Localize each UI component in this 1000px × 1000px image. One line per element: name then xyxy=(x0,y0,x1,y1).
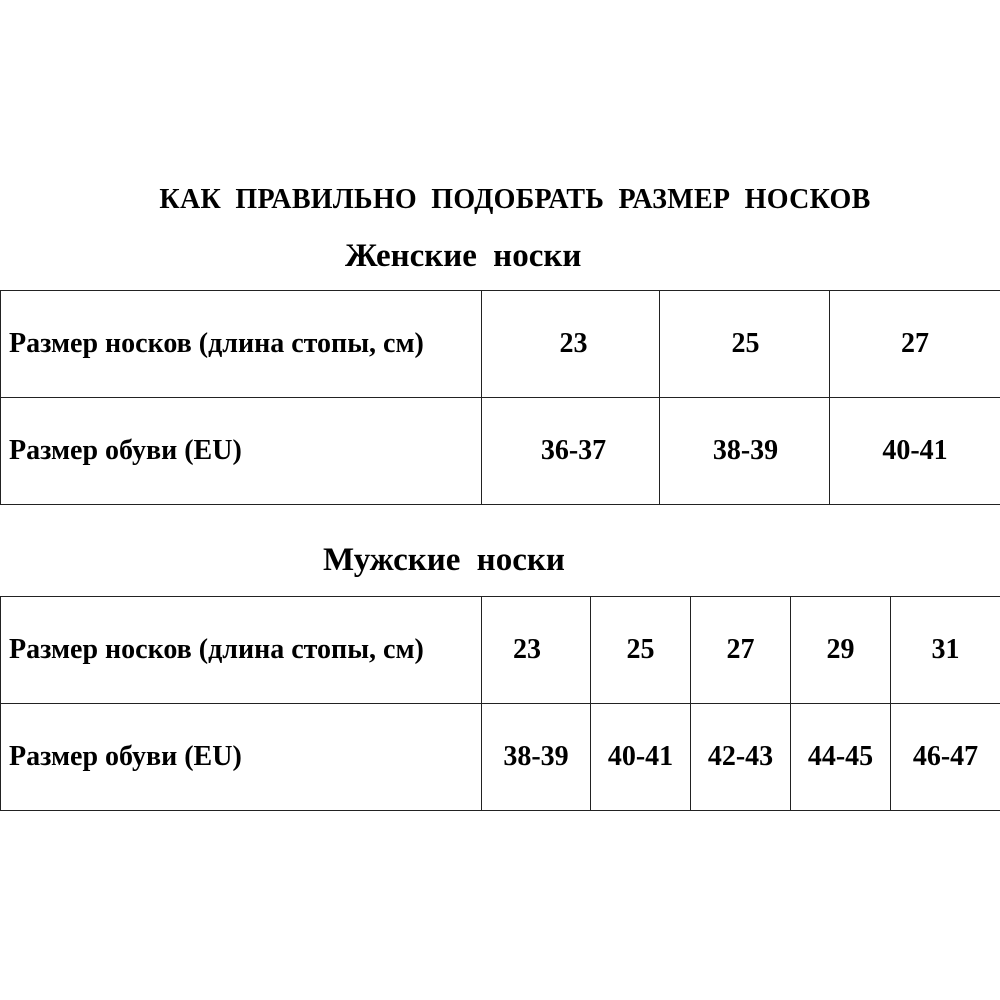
row-label-sock-size: Размер носков (длина стопы, см) xyxy=(1,597,482,704)
table-cell: 27 xyxy=(830,291,1000,398)
men-socks-heading: Мужские носки xyxy=(323,542,565,578)
page-title: КАК ПРАВИЛЬНО ПОДОБРАТЬ РАЗМЕР НОСКОВ xyxy=(159,184,871,215)
table-cell: 23 xyxy=(482,291,660,398)
table-cell: 38-39 xyxy=(482,704,591,811)
table-cell: 31 xyxy=(891,597,1000,704)
table-row xyxy=(1,704,1000,811)
row-label-sock-size: Размер носков (длина стопы, см) xyxy=(1,291,482,398)
row-label-shoe-size: Размер обуви (EU) xyxy=(1,704,482,811)
table-cell: 29 xyxy=(791,597,891,704)
table-cell: 23 xyxy=(482,597,591,704)
table-cell: 25 xyxy=(591,597,691,704)
table-cell: 27 xyxy=(691,597,791,704)
table-row xyxy=(1,291,1000,398)
table-cell: 40-41 xyxy=(830,398,1000,505)
table-cell: 25 xyxy=(660,291,830,398)
table-cell: 40-41 xyxy=(591,704,691,811)
table-cell: 38-39 xyxy=(660,398,830,505)
women-socks-heading: Женские носки xyxy=(345,238,582,274)
women-size-table xyxy=(0,290,1000,505)
table-cell: 42-43 xyxy=(691,704,791,811)
men-size-table xyxy=(0,596,1000,811)
table-row xyxy=(1,398,1000,505)
table-row xyxy=(1,597,1000,704)
table-cell: 36-37 xyxy=(482,398,660,505)
table-cell: 44-45 xyxy=(791,704,891,811)
table-cell: 46-47 xyxy=(891,704,1000,811)
row-label-shoe-size: Размер обуви (EU) xyxy=(1,398,482,505)
